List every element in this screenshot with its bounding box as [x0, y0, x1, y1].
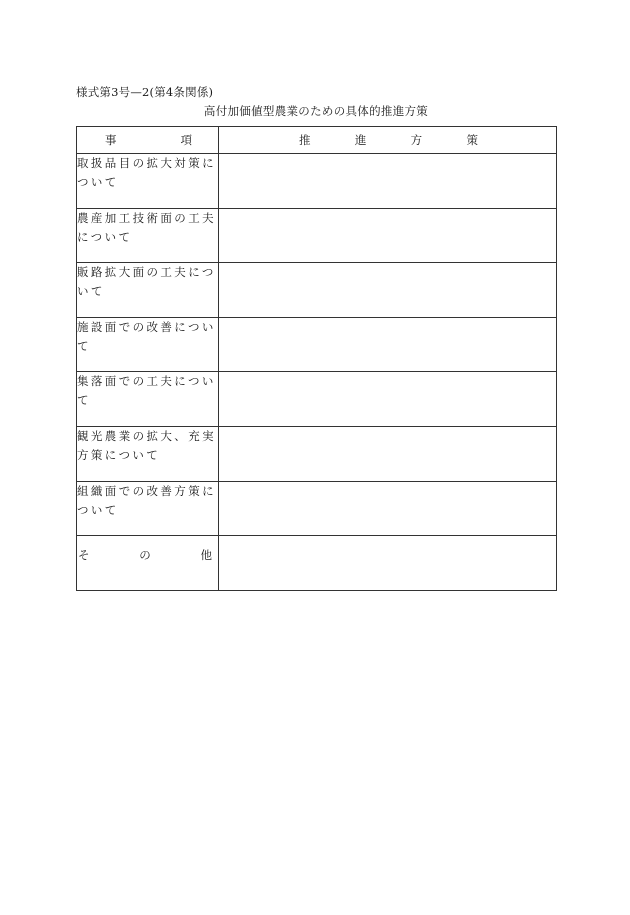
header-plan-char: 策 [466, 133, 478, 147]
item-label [77, 426, 219, 481]
table-row [77, 154, 557, 209]
header-plan [219, 127, 557, 154]
other-label-char: の [139, 548, 151, 563]
item-label-other [77, 536, 219, 591]
item-label-line: て [77, 338, 91, 353]
item-label-line: ついて [77, 175, 119, 189]
table-row-other [77, 536, 557, 591]
table-row [77, 372, 557, 427]
item-label-line: 販路拡大面の工夫につ [77, 265, 216, 280]
item-label-line: 農産加工技術面の工夫 [77, 210, 216, 225]
plan-field[interactable] [219, 208, 557, 263]
header-item-char: 事 [105, 133, 117, 147]
item-label-line: 方策について [77, 447, 161, 462]
table-row [77, 263, 557, 318]
plan-field[interactable] [219, 426, 557, 481]
item-label [77, 208, 219, 263]
item-label-line: について [77, 229, 133, 244]
table-row [77, 208, 557, 263]
item-label-line: 取扱品目の拡大対策に [77, 156, 216, 170]
plan-field[interactable] [219, 263, 557, 318]
table-row [77, 317, 557, 372]
header-plan-char: 推 [299, 133, 311, 147]
item-label [77, 372, 219, 427]
item-label-line: 集落面での工夫につい [77, 374, 216, 389]
header-item [77, 127, 219, 154]
item-label [77, 317, 219, 372]
plan-field[interactable] [219, 317, 557, 372]
table-header-row [77, 127, 557, 154]
item-label [77, 481, 219, 536]
plan-field[interactable] [219, 372, 557, 427]
document-title: 高付加価値型農業のための具体的推進方策 [203, 104, 429, 118]
item-label-line: ついて [77, 502, 119, 517]
header-plan-char: 進 [354, 133, 367, 147]
form-number: 様式第3号—2(第4条関係) [76, 85, 214, 99]
item-label-line: 組織面での改善方策に [77, 483, 216, 498]
table-row [77, 481, 557, 536]
header-item-char: 項 [180, 133, 192, 147]
item-label-line: 施設面での改善につい [77, 319, 216, 334]
item-label [77, 263, 219, 318]
other-label-char: 他 [200, 548, 212, 563]
header-plan-char: 方 [410, 133, 423, 147]
item-label-line: いて [77, 284, 105, 299]
item-label-line: 観光農業の拡大、充実 [77, 428, 216, 443]
table-row [77, 426, 557, 481]
plan-field[interactable] [219, 154, 557, 209]
plan-field[interactable] [219, 481, 557, 536]
item-label [77, 154, 219, 209]
plan-table [76, 126, 557, 591]
other-label-char: そ [78, 548, 90, 563]
plan-field-other[interactable] [219, 536, 557, 591]
item-label-line: て [77, 393, 91, 408]
